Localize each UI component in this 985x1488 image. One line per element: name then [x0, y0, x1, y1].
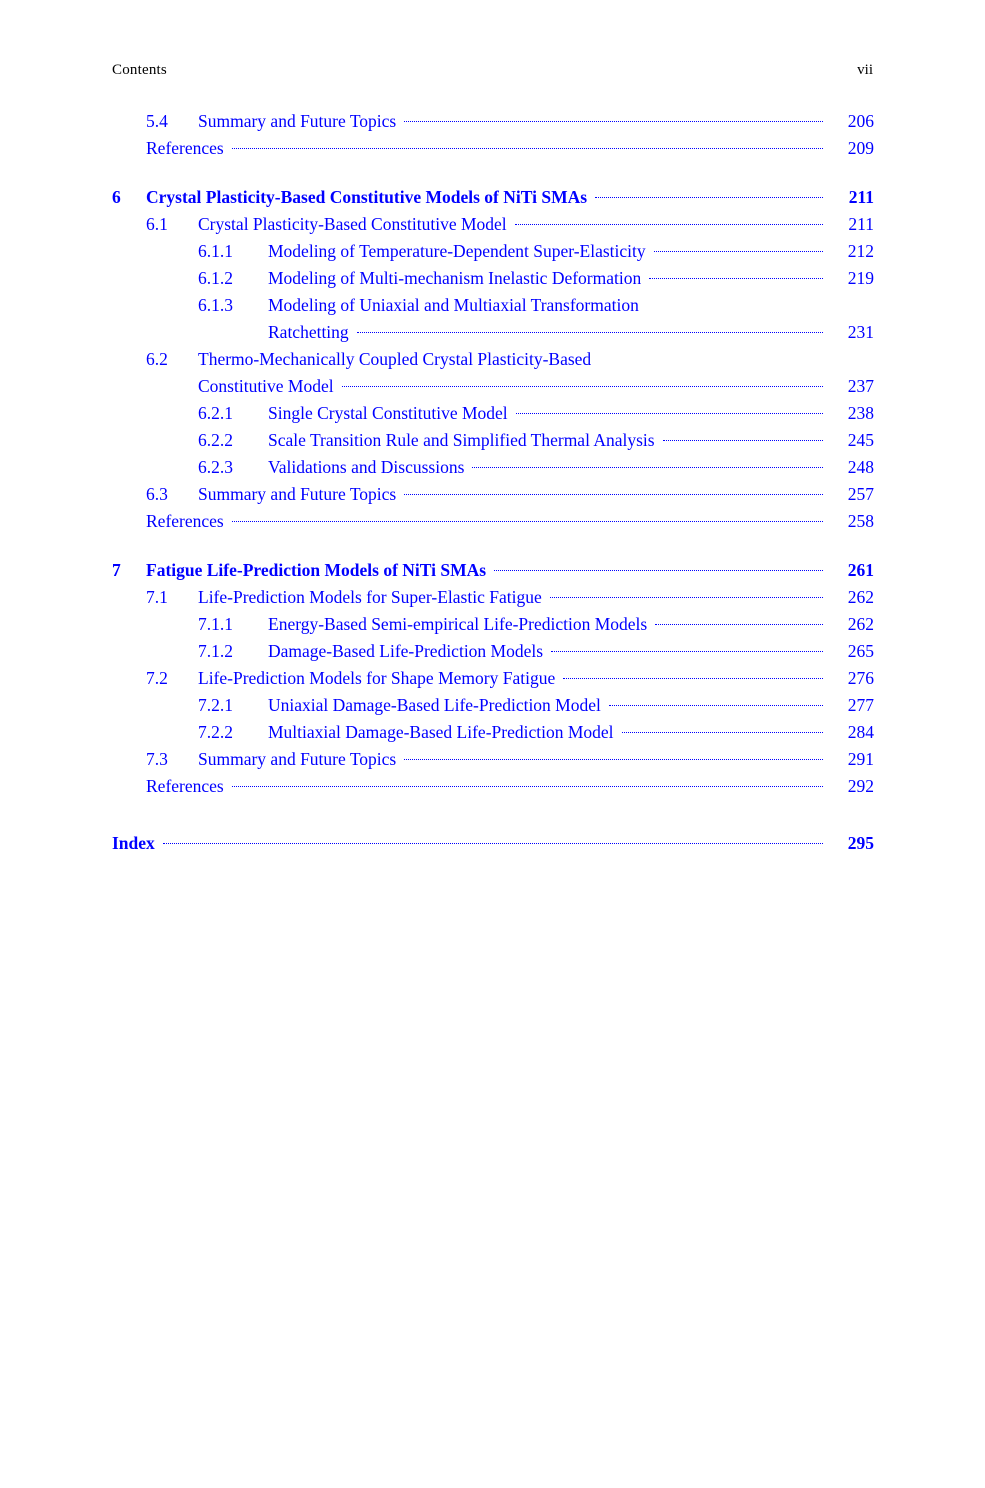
toc-leader-dots: [232, 147, 823, 149]
toc-section-row[interactable]: [112, 692, 874, 719]
toc-section-row[interactable]: [112, 211, 874, 238]
toc-entry-number: 6.1.2: [198, 268, 233, 288]
toc-entry-page[interactable]: 284: [847, 722, 874, 742]
toc-entry-page[interactable]: 237: [847, 376, 874, 396]
toc-section-row[interactable]: [112, 719, 874, 746]
toc-index-page[interactable]: 295: [847, 833, 874, 853]
toc-section-row[interactable]: [112, 400, 874, 427]
toc-entry-page[interactable]: 291: [847, 749, 874, 769]
toc-leader-dots: [404, 120, 823, 122]
toc-entry-page[interactable]: 261: [847, 560, 874, 580]
toc-index-row[interactable]: [112, 830, 874, 857]
toc-leader-dots: [654, 250, 823, 252]
toc-entry-title: References: [146, 511, 224, 531]
toc-entry-page[interactable]: 248: [847, 457, 874, 477]
toc-section-row[interactable]: [112, 454, 874, 481]
toc-entry-title: Damage-Based Life-Prediction Models: [268, 641, 544, 661]
toc-section-row[interactable]: [112, 238, 874, 265]
toc-leader-dots: [663, 439, 823, 441]
toc-entry-title: Multiaxial Damage-Based Life-Prediction Model: [268, 722, 614, 742]
toc-entry-number: 7.1: [146, 587, 168, 607]
toc-entry-page[interactable]: 258: [847, 511, 874, 531]
toc-entry-number: 7.3: [146, 749, 168, 769]
toc-entry-number: 6.2: [146, 349, 168, 369]
toc-entry-page[interactable]: 277: [847, 695, 874, 715]
toc-entry-page[interactable]: 206: [847, 111, 874, 131]
toc-chapter-row[interactable]: [112, 557, 874, 584]
toc-leader-dots: [609, 704, 823, 706]
toc-entry-page[interactable]: 238: [847, 403, 874, 423]
toc-entry-list: [112, 108, 874, 857]
toc-entry-title: Modeling of Multi-mechanism Inelastic Deformation: [268, 268, 642, 288]
toc-entry-number: 6: [112, 187, 121, 207]
toc-section-row[interactable]: [112, 135, 874, 162]
toc-entry-page[interactable]: 262: [847, 587, 874, 607]
toc-entry-number: 7.1.2: [198, 641, 233, 661]
toc-entry-number: 7.1.1: [198, 614, 233, 634]
toc-entry-title: Modeling of Temperature-Dependent Super-Elasticity: [268, 241, 646, 261]
toc-entry-number: 6.1: [146, 214, 168, 234]
toc-entry-title-continued: Ratchetting: [268, 322, 349, 342]
toc-entry-page[interactable]: 276: [847, 668, 874, 688]
toc-entry-number: 7: [112, 560, 121, 580]
toc-leader-dots: [515, 223, 823, 225]
toc-entry-page[interactable]: 292: [847, 776, 874, 796]
toc-leader-dots: [595, 196, 823, 198]
toc-leader-dots: [342, 385, 823, 387]
toc-section-row[interactable]: [112, 265, 874, 292]
toc-leader-dots: [550, 596, 823, 598]
toc-entry-title: Modeling of Uniaxial and Multiaxial Transformation: [268, 295, 639, 315]
toc-section-row[interactable]: [112, 292, 874, 346]
toc-entry-number: 6.2.2: [198, 430, 233, 450]
toc-entry-number: 7.2.1: [198, 695, 233, 715]
page-folio: vii: [857, 62, 873, 78]
toc-entry-title: Single Crystal Constitutive Model: [268, 403, 508, 423]
toc-leader-dots: [232, 520, 823, 522]
toc-section-row[interactable]: [112, 638, 874, 665]
toc-leader-dots: [357, 331, 823, 333]
toc-entry-title: Summary and Future Topics: [198, 484, 397, 504]
toc-leader-dots: [516, 412, 823, 414]
toc-entry-title: Summary and Future Topics: [198, 749, 397, 769]
toc-section-row[interactable]: [112, 773, 874, 800]
toc-entry-number: 6.1.3: [198, 295, 233, 315]
toc-section-row[interactable]: [112, 346, 874, 400]
toc-section-row[interactable]: [112, 746, 874, 773]
toc-entry-page[interactable]: 262: [847, 614, 874, 634]
toc-leader-dots: [472, 466, 823, 468]
toc-leader-dots: [494, 569, 823, 571]
toc-leader-dots: [551, 650, 823, 652]
toc-leader-dots: [163, 842, 823, 844]
toc-entry-title: Summary and Future Topics: [198, 111, 397, 131]
toc-index-title: Index: [112, 833, 155, 853]
toc-entry-number: 5.4: [146, 111, 168, 131]
toc-entry-number: 7.2.2: [198, 722, 233, 742]
toc-entry-page[interactable]: 265: [847, 641, 874, 661]
toc-leader-dots: [563, 677, 823, 679]
toc-entry-title: Life-Prediction Models for Shape Memory Fatigue: [198, 668, 556, 688]
toc-entry-title: References: [146, 776, 224, 796]
running-head-label: Contents: [112, 62, 167, 78]
toc-entry-number: 6.2.3: [198, 457, 233, 477]
toc-entry-title: Fatigue Life-Prediction Models of NiTi SMAs: [146, 560, 487, 580]
toc-section-row[interactable]: [112, 108, 874, 135]
toc-entry-page[interactable]: 212: [847, 241, 874, 261]
running-head: [112, 62, 873, 82]
toc-section-row[interactable]: [112, 665, 874, 692]
toc-section-row[interactable]: [112, 611, 874, 638]
toc-entry-title: Life-Prediction Models for Super-Elastic Fatigue: [198, 587, 542, 607]
toc-leader-dots: [404, 758, 823, 760]
toc-entry-title: Uniaxial Damage-Based Life-Prediction Model: [268, 695, 601, 715]
toc-section-row[interactable]: [112, 508, 874, 535]
toc-entry-page[interactable]: 219: [847, 268, 874, 288]
toc-entry-number: 6.2.1: [198, 403, 233, 423]
toc-section-row[interactable]: [112, 481, 874, 508]
toc-entry-title: Validations and Discussions: [268, 457, 465, 477]
toc-leader-dots: [232, 785, 823, 787]
toc-entry-title: Energy-Based Semi-empirical Life-Prediction Models: [268, 614, 648, 634]
toc-leader-dots: [622, 731, 823, 733]
toc-section-row[interactable]: [112, 584, 874, 611]
toc-chapter-row[interactable]: [112, 184, 874, 211]
toc-leader-dots: [655, 623, 823, 625]
toc-entry-title: Crystal Plasticity-Based Constitutive Model: [198, 214, 507, 234]
toc-entry-page[interactable]: 257: [847, 484, 874, 504]
toc-entry-page[interactable]: 211: [848, 214, 874, 234]
toc-section-row[interactable]: [112, 427, 874, 454]
toc-entry-page[interactable]: 211: [848, 187, 874, 207]
toc-leader-dots: [404, 493, 823, 495]
toc-entry-page[interactable]: 245: [847, 430, 874, 450]
toc-entry-number: 6.3: [146, 484, 168, 504]
toc-entry-page[interactable]: 231: [847, 322, 874, 342]
toc-entry-number: 6.1.1: [198, 241, 233, 261]
toc-entry-title: Crystal Plasticity-Based Constitutive Models of NiTi SMAs: [146, 187, 588, 207]
toc-entry-title: Scale Transition Rule and Simplified Thermal Analysis: [268, 430, 655, 450]
toc-entry-title-continued: Constitutive Model: [198, 376, 334, 396]
toc-entry-page[interactable]: 209: [847, 138, 874, 158]
toc-entry-title: Thermo-Mechanically Coupled Crystal Plasticity-Based: [198, 349, 592, 369]
toc-entry-title: References: [146, 138, 224, 158]
toc-entry-number: 7.2: [146, 668, 168, 688]
toc-leader-dots: [649, 277, 823, 279]
